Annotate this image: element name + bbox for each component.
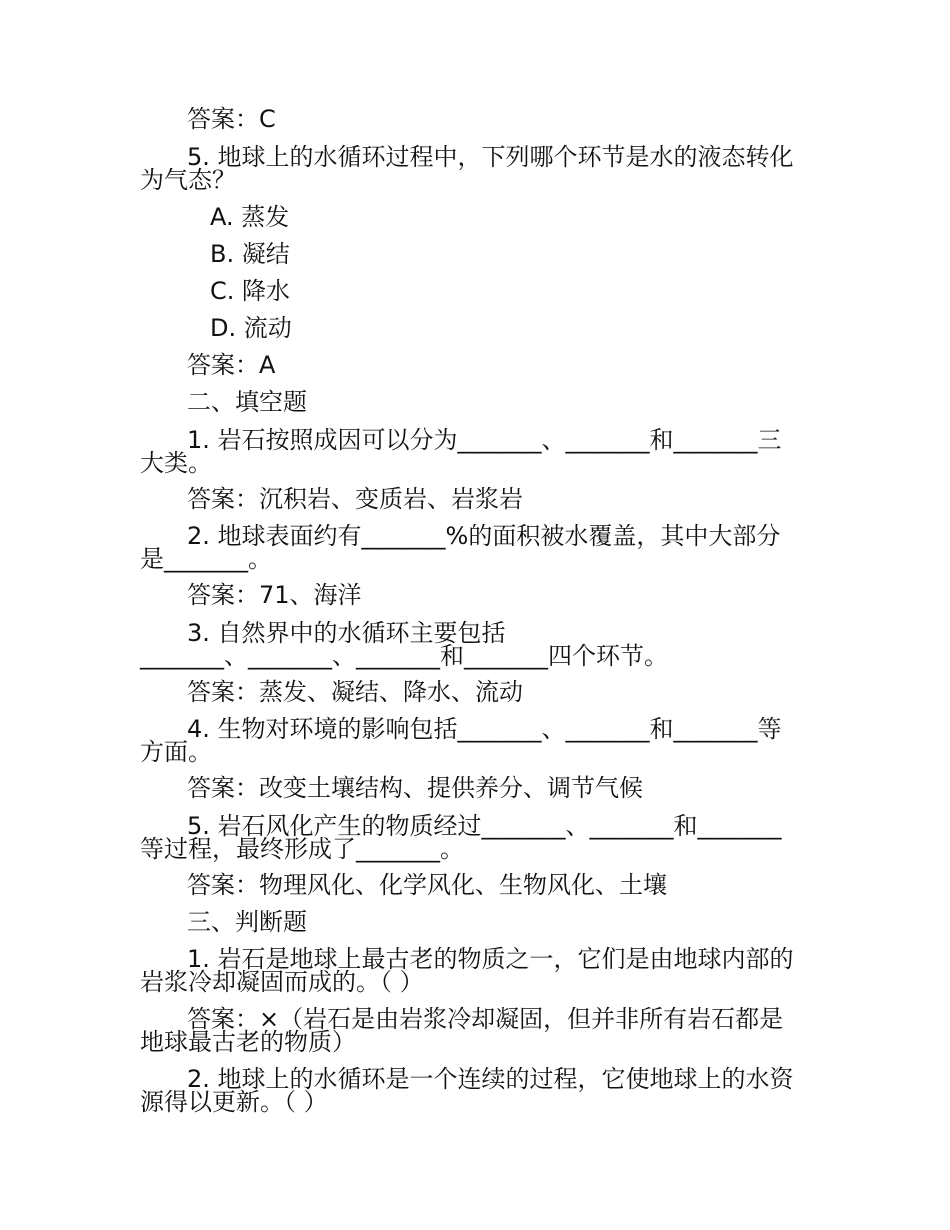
q5-option-b: B. 凝结 (210, 240, 290, 268)
judge-2-text-line1: 2. 地球上的水循环是一个连续的过程，它使地球上的水资 (187, 1065, 794, 1093)
fill-1-answer: 答案：沉积岩、变质岩、岩浆岩 (187, 485, 523, 513)
fill-4-text-line1: 4. 生物对环境的影响包括_______、_______和_______等 (187, 715, 782, 743)
judge-1-text-line2: 岩浆冷却凝固而成的。（ ） (140, 968, 424, 996)
fill-5-text-line1: 5. 岩石风化产生的物质经过_______、_______和_______ (187, 812, 782, 840)
judge-1-text-line1: 1. 岩石是地球上最古老的物质之一，它们是由地球内部的 (187, 945, 794, 973)
fill-1-text-line1: 1. 岩石按照成因可以分为_______、_______和_______三 (187, 426, 782, 454)
fill-5-text-line2: 等过程，最终形成了_______。 (140, 835, 464, 863)
fill-3-answer: 答案：蒸发、凝结、降水、流动 (187, 678, 523, 706)
judge-1-answer-line2: 地球最古老的物质） (140, 1028, 356, 1056)
fill-1-text-line2: 大类。 (140, 449, 212, 477)
fill-3-text-line2: _______、_______、_______和_______四个环节。 (140, 642, 668, 670)
q5-text-line2: 为气态？ (140, 166, 236, 194)
judge-1-answer-line1: 答案：×（岩石是由岩浆冷却凝固，但并非所有岩石都是 (187, 1005, 784, 1033)
q5-option-c: C. 降水 (210, 277, 291, 305)
answer-4: 答案：C (187, 105, 276, 133)
answer-5: 答案：A (187, 351, 276, 379)
fill-2-text-line1: 2. 地球表面约有_______%的面积被水覆盖，其中大部分 (187, 522, 781, 550)
q5-text-line1: 5. 地球上的水循环过程中，下列哪个环节是水的液态转化 (187, 143, 794, 171)
q5-option-a: A. 蒸发 (210, 203, 290, 231)
section-2-title: 二、填空题 (187, 388, 307, 416)
fill-2-text-line2: 是_______。 (140, 545, 272, 573)
q5-option-d: D. 流动 (210, 314, 292, 342)
judge-2-text-line2: 源得以更新。（ ） (140, 1088, 328, 1116)
section-3-title: 三、判断题 (187, 908, 307, 936)
fill-4-answer: 答案：改变土壤结构、提供养分、调节气候 (187, 774, 643, 802)
fill-2-answer: 答案：71、海洋 (187, 581, 362, 609)
fill-3-text-line1: 3. 自然界中的水循环主要包括 (187, 619, 506, 647)
fill-4-text-line2: 方面。 (140, 738, 212, 766)
fill-5-answer: 答案：物理风化、化学风化、生物风化、土壤 (187, 871, 667, 899)
